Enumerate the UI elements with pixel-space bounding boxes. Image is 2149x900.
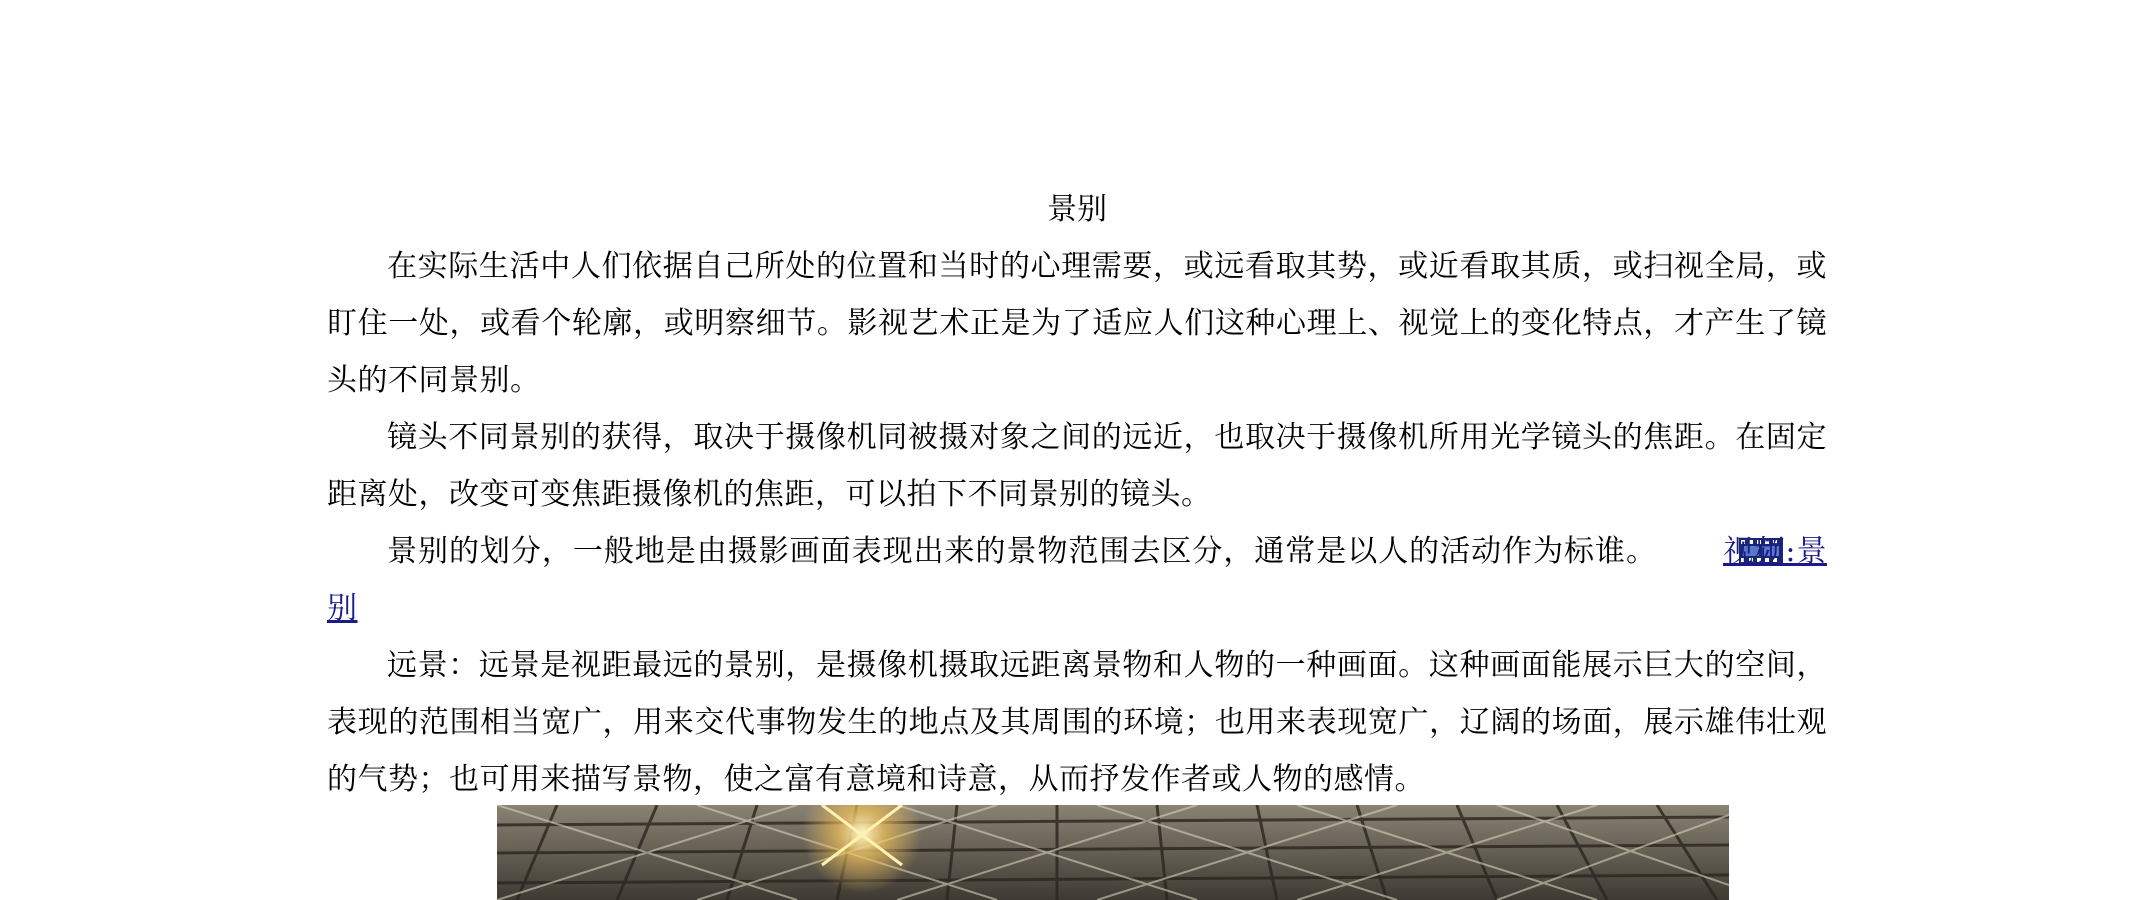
paragraph-intro: 在实际生活中人们依据自己所处的位置和当时的心理需要，或远看取其势，或近看取其质，或扫视全局，或盯住一处，或看个轮廓，或明察细节。影视艺术正是为了适应人们这种心理上、视觉上的变化特点，才产生了镜头的不同景别。 xyxy=(327,249,1827,398)
paragraph-focal-length: 镜头不同景别的获得，取决于摄像机同被摄对象之间的远近，也取决于摄像机所用光学镜头的焦距。在固定距离处，改变可变焦距摄像机的焦距，可以拍下不同景别的镜头。 xyxy=(327,420,1827,512)
long-shot-photo xyxy=(497,805,1729,900)
document-page xyxy=(327,190,1827,808)
paragraph-long-shot: 远景：远景是视距最远的景别，是摄像机摄取远距离景物和人物的一种画面。这种画面能展示巨大的空间，表现的范围相当宽广，用来交代事物发生的地点及其周围的环境；也用来表现宽广，辽阔的场面，展示雄伟壮观的气势；也可用来描写景物，使之富有意境和诗意，从而抒发作者或人物的感情。 xyxy=(327,648,1827,797)
paragraph-classification xyxy=(327,523,1827,637)
film-icon[interactable] xyxy=(1679,526,1723,552)
page-title: 景别 xyxy=(1047,192,1107,227)
paragraph-classification-text: 景别的划分，一般地是由摄影画面表现出来的景物范围去区分，通常是以人的活动作为标谁。 xyxy=(387,534,1657,569)
video-link[interactable]: 视频:景别 xyxy=(327,534,1828,626)
